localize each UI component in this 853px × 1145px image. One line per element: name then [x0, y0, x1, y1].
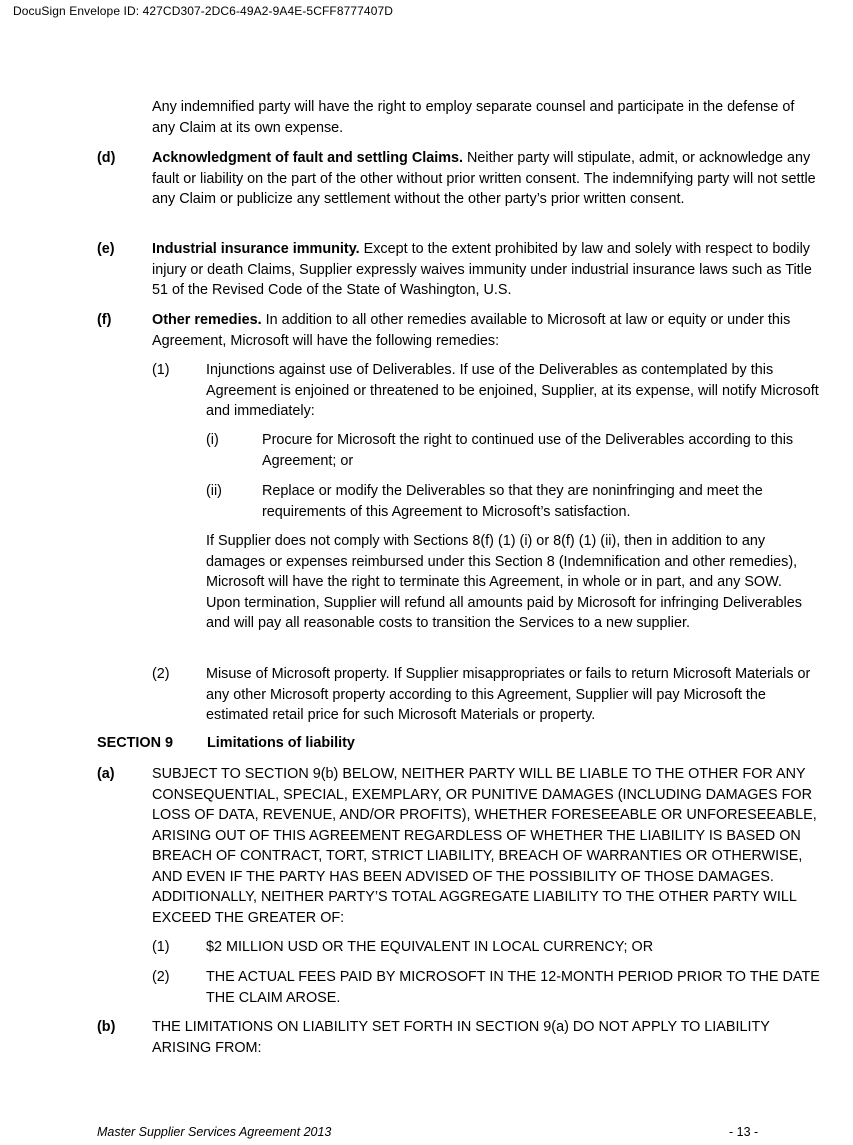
- clause-9a-text: SUBJECT TO SECTION 9(b) BELOW, NEITHER PARTY WILL BE LIABLE TO THE OTHER FOR ANY CONSEQUENTIAL, SPECIAL, EXEMPLARY, OR PUNITIVE DAMAGES (INCLUDING DAMAGES FOR LOSS OF DATA, REVENUE, AND/OR PROFITS), WHETHER FORESEEABLE OR UNFORESEEABLE, ARISING OUT OF THIS AGREEMENT REGARDLESS OF WHETHER THE LIABILITY IS BASED ON BREACH OF CONTRACT, TORT, STRICT LIABILITY, BREACH OF WARRANTIES OR OTHERWISE, AND EVEN IF THE PARTY HAS BEEN ADVISED OF THE POSSIBILITY OF THOSE DAMAGES. ADDITIONALLY, NEITHER PARTY’S TOTAL AGGREGATE LIABILITY TO THE OTHER PARTY WILL EXCEED THE GREATER OF:: [152, 766, 817, 926]
- clause-e-paragraph: [152, 239, 820, 301]
- clause-d-label: (d): [97, 150, 116, 166]
- clause-e-label: (e): [97, 241, 115, 257]
- clause-f-heading: Other remedies.: [152, 312, 262, 328]
- clause-f-paragraph: [152, 310, 820, 351]
- clause-9a2-text: THE ACTUAL FEES PAID BY MICROSOFT IN THE 12-MONTH PERIOD PRIOR TO THE DATE THE CLAIM AROSE.: [206, 969, 820, 1006]
- section-9-number: SECTION 9: [97, 735, 173, 751]
- clause-9b-label: (b): [97, 1019, 116, 1035]
- clause-f1-label: (1): [152, 362, 170, 378]
- intro-paragraph: Any indemnified party will have the right to employ separate counsel and participate in the defense of any Claim at its own expense.: [152, 99, 795, 136]
- clause-e-heading: Industrial insurance immunity.: [152, 241, 360, 257]
- clause-f2-label: (2): [152, 666, 170, 682]
- clause-f1-i-text: Procure for Microsoft the right to continued use of the Deliverables according to this Agreement; or: [262, 432, 794, 469]
- page-number: - 13 -: [729, 1125, 759, 1139]
- clause-9a1-label: (1): [152, 939, 170, 955]
- clause-f1-ii-label: (ii): [206, 483, 222, 499]
- clause-9a-label: (a): [97, 766, 115, 782]
- clause-9b-text: THE LIMITATIONS ON LIABILITY SET FORTH IN SECTION 9(a) DO NOT APPLY TO LIABILITY ARISING FROM:: [152, 1019, 770, 1056]
- clause-f-text: In addition to all other remedies available to Microsoft at law or equity or under this Agreement, Microsoft will have the following remedies:: [152, 312, 791, 349]
- clause-e-text: Except to the extent prohibited by law and solely with respect to bodily injury or death Claims, Supplier expressly waives immunity under industrial insurance laws such as Title 51 of the Revised Code of the State of Washington, U.S.: [152, 241, 812, 298]
- clause-9a1-text: $2 MILLION USD OR THE EQUIVALENT IN LOCAL CURRENCY; OR: [206, 939, 654, 955]
- clause-f2-text: Misuse of Microsoft property. If Supplier misappropriates or fails to return Microsoft Materials or any other Microsoft property according to this Agreement, Supplier will pay Microsoft the estimated retail price for such Microsoft Materials or property.: [206, 666, 811, 723]
- footer-title: Master Supplier Services Agreement 2013: [97, 1125, 332, 1139]
- clause-f-label: (f): [97, 312, 112, 328]
- clause-d-heading: Acknowledgment of fault and settling Claims.: [152, 150, 464, 166]
- section-9-title: Limitations of liability: [207, 735, 355, 751]
- clause-f1-after: If Supplier does not comply with Sections 8(f) (1) (i) or 8(f) (1) (ii), then in addition to any damages or expenses reimbursed under this Section 8 (Indemnification and other remedies), Microsoft will have the right to terminate this Agreement, in whole or in part, and any SOW. Upon termination, Supplier will refund all amounts paid by Microsoft for infringing Deliverables and will pay all reasonable costs to transition the Services to a new supplier.: [206, 533, 802, 631]
- clause-f1-text: Injunctions against use of Deliverables. If use of the Deliverables as contemplated by this Agreement is enjoined or threatened to be enjoined, Supplier, at its expense, will notify Microsoft and immediately:: [206, 362, 819, 419]
- clause-f1-ii-text: Replace or modify the Deliverables so that they are noninfringing and meet the requirements of this Agreement to Microsoft’s satisfaction.: [262, 483, 763, 520]
- clause-d-text: Neither party will stipulate, admit, or acknowledge any fault or liability on the part of the other without prior written consent. The indemnifying party will not settle any Claim or publicize any settlement without the other party’s prior written consent.: [152, 150, 816, 207]
- clause-9a2-label: (2): [152, 969, 170, 985]
- clause-f1-i-label: (i): [206, 432, 219, 448]
- envelope-id: DocuSign Envelope ID: 427CD307-2DC6-49A2-9A4E-5CFF8777407D: [13, 4, 394, 18]
- clause-d-paragraph: [152, 148, 820, 210]
